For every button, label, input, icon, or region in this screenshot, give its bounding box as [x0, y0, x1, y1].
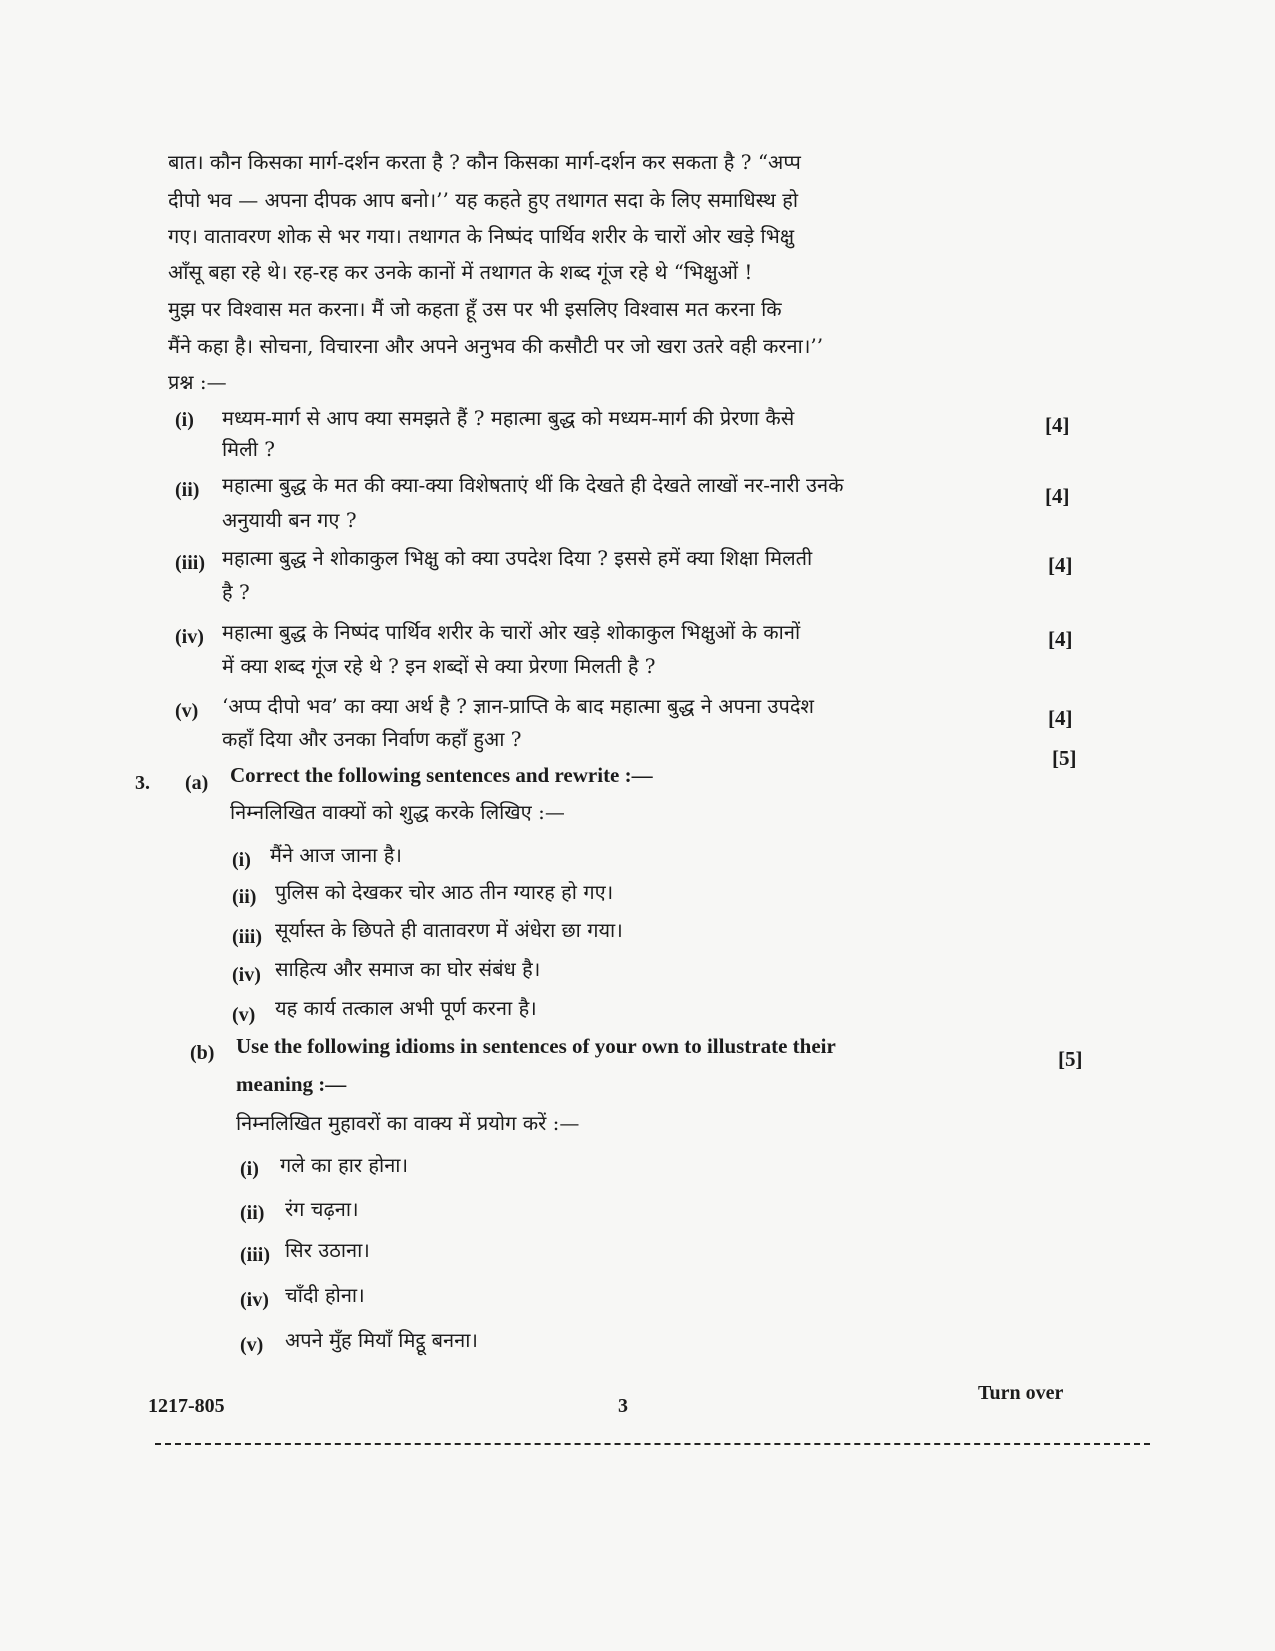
question-3b-english: meaning :—: [236, 1072, 347, 1096]
turn-over-label: Turn over: [978, 1382, 1064, 1404]
item-number: (v): [240, 1334, 264, 1356]
passage-line: बात। कौन किसका मार्ग-दर्शन करता है ? कौन किसका मार्ग-दर्शन कर सकता है ? “अप्प: [168, 150, 801, 174]
item-number: (iii): [240, 1244, 270, 1266]
sentence-item: सूर्यास्त के छिपते ही वातावरण में अंधेरा छा गया।: [275, 918, 623, 942]
idiom-item: सिर उठाना।: [285, 1238, 370, 1262]
idiom-item: चाँदी होना।: [285, 1283, 365, 1307]
question-3a-hindi: निम्नलिखित वाक्यों को शुद्ध करके लिखिए :—: [230, 800, 565, 824]
question-text: मध्यम-मार्ग से आप क्या समझते हैं ? महात्मा बुद्ध को मध्यम-मार्ग की प्रेरणा कैसे: [222, 406, 795, 430]
item-number: (iv): [240, 1289, 269, 1311]
question-text: कहाँ दिया और उनका निर्वाण कहाँ हुआ ?: [222, 727, 522, 751]
item-number: (i): [240, 1158, 259, 1180]
question-3a-label: (a): [185, 772, 209, 794]
item-number: (ii): [240, 1202, 265, 1224]
question-mark: [4]: [1048, 706, 1073, 730]
question-number: (iii): [175, 552, 205, 574]
item-number: (i): [232, 849, 251, 871]
question-text: महात्मा बुद्ध के निष्पंद पार्थिव शरीर के चारों ओर खड़े शोकाकुल भिक्षुओं के कानों: [222, 620, 801, 644]
sentence-item: साहित्य और समाज का घोर संबंध है।: [275, 957, 541, 981]
passage-line: आँसू बहा रहे थे। रह-रह कर उनके कानों में तथागत के शब्द गूंज रहे थे “भिक्षुओं !: [168, 260, 753, 284]
question-number: (i): [175, 409, 194, 431]
question-text: मिली ?: [222, 437, 275, 461]
idiom-item: गले का हार होना।: [280, 1153, 409, 1177]
idiom-item: अपने मुँह मियाँ मिट्ठू बनना।: [285, 1328, 478, 1352]
question-3b-label: (b): [190, 1042, 215, 1064]
question-text: ‘अप्प दीपो भव’ का क्या अर्थ है ? ज्ञान-प्राप्ति के बाद महात्मा बुद्ध ने अपना उपदेश: [222, 694, 815, 718]
passage-line: गए। वातावरण शोक से भर गया। तथागत के निष्पंद पार्थिव शरीर के चारों ओर खड़े भिक्षु: [168, 224, 795, 248]
question-text: महात्मा बुद्ध के मत की क्या-क्या विशेषताएं थीं कि देखते ही देखते लाखों नर-नारी उनके: [222, 473, 844, 497]
question-mark: [4]: [1045, 413, 1070, 437]
item-number: (ii): [232, 886, 257, 908]
footer-divider: [155, 1443, 1150, 1445]
question-number: (iv): [175, 626, 204, 648]
question-text: में क्या शब्द गूंज रहे थे ? इन शब्दों से क्या प्रेरणा मिलती है ?: [222, 654, 656, 678]
sentence-item: पुलिस को देखकर चोर आठ तीन ग्यारह हो गए।: [275, 880, 614, 904]
paper-code: 1217-805: [148, 1395, 225, 1417]
passage-line: मुझ पर विश्वास मत करना। मैं जो कहता हूँ उस पर भी इसलिए विश्वास मत करना कि: [168, 297, 782, 321]
sentence-item: यह कार्य तत्काल अभी पूर्ण करना है।: [275, 996, 537, 1020]
question-mark: [4]: [1045, 484, 1070, 508]
passage-line: मैंने कहा है। सोचना, विचारना और अपने अनुभव की कसौटी पर जो खरा उतरे वही करना।’’: [168, 334, 824, 358]
item-number: (iii): [232, 926, 262, 948]
page-number: 3: [618, 1395, 628, 1417]
question-mark: [4]: [1048, 627, 1073, 651]
question-3-number: 3.: [135, 772, 150, 794]
item-number: (v): [232, 1004, 256, 1026]
question-mark: [4]: [1048, 553, 1073, 577]
question-3b-hindi: निम्नलिखित मुहावरों का वाक्य में प्रयोग करें :—: [236, 1111, 580, 1135]
question-text: महात्मा बुद्ध ने शोकाकुल भिक्षु को क्या उपदेश दिया ? इससे हमें क्या शिक्षा मिलती: [222, 546, 813, 570]
question-3a-english: Correct the following sentences and rewrite :—: [230, 763, 653, 787]
question-3a-mark: [5]: [1052, 746, 1077, 770]
question-3b-mark: [5]: [1058, 1047, 1083, 1071]
sentence-item: मैंने आज जाना है।: [270, 843, 402, 867]
item-number: (iv): [232, 964, 261, 986]
question-3b-english: Use the following idioms in sentences of your own to illustrate their: [236, 1034, 836, 1058]
question-text: अनुयायी बन गए ?: [222, 508, 357, 532]
questions-label: प्रश्न :—: [168, 370, 227, 394]
idiom-item: रंग चढ़ना।: [285, 1197, 359, 1221]
question-number: (v): [175, 700, 199, 722]
question-number: (ii): [175, 479, 200, 501]
question-text: है ?: [222, 580, 250, 604]
passage-line: दीपो भव — अपना दीपक आप बनो।’’ यह कहते हुए तथागत सदा के लिए समाधिस्थ हो: [168, 188, 798, 212]
